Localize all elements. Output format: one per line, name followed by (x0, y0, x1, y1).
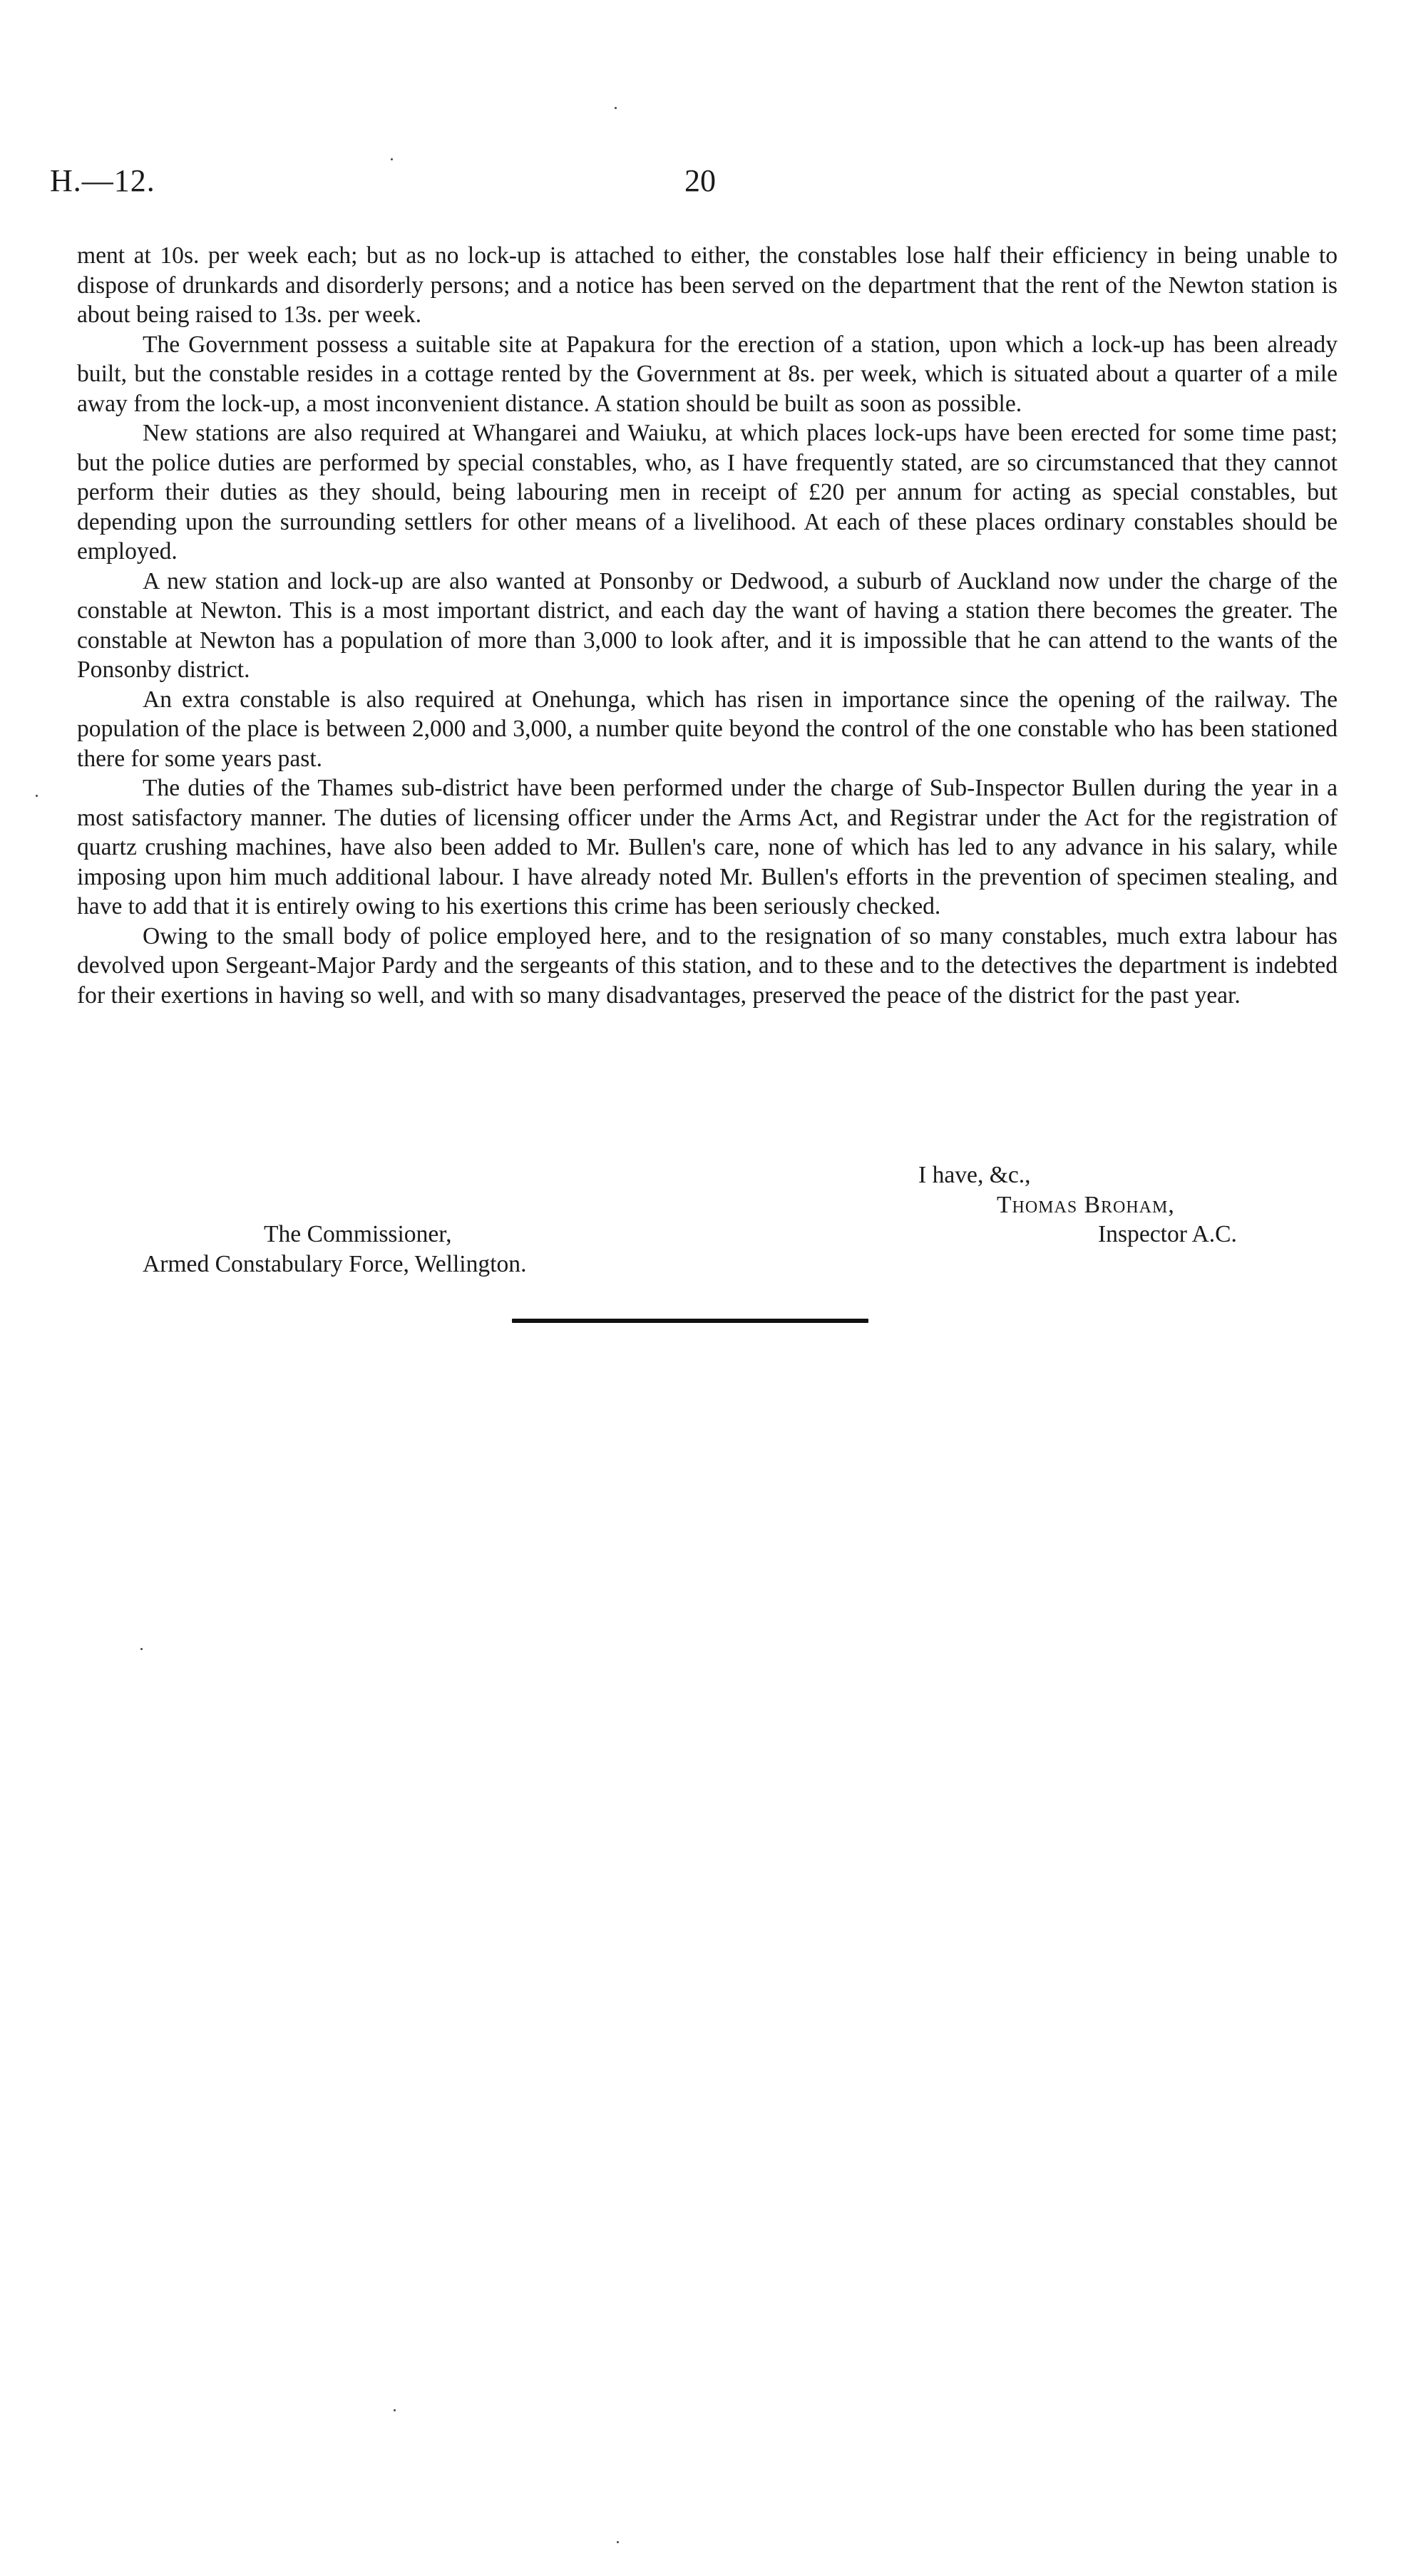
end-rule (512, 1319, 868, 1323)
document-reference: H.—12. (50, 163, 155, 198)
paragraph-ponsonby: A new station and lock-up are also wanted at Ponsonby or Dedwood, a suburb of Auckland now under the charge of the constable at Newton. This is a most important district, and each day the want of having a station there becomes the greater. The constable at Newton has a population of more than 3,000 to look after, and it is impossible that he can attend to the wants of the Ponsonby district. (77, 567, 1338, 683)
signatory-name: Thomas Broham, (997, 1191, 1175, 1218)
page-number: 20 (684, 163, 716, 198)
paragraph-papakura: The Government possess a suitable site at Papakura for the erection of a station, upon which a lock-up has been already built, but the constable resides in a cottage rented by the Government at 8s. per week, which is situated about a quarter of a mile away from the lock-up, a most inconvenient distance. A station should be built as soon as possible. (77, 331, 1338, 417)
paragraph-thames: The duties of the Thames sub-district have been performed under the charge of Sub-Inspector Bullen during the year in a most satisfactory manner. The duties of licensing officer under the Arms Act, and Registrar under the Act for the registration of quartz crushing machines, have also been added to Mr. Bullen's care, none of which has led to any advance in his salary, while imposing upon him much additional labour. I have already noted Mr. Bullen's efforts in the prevention of specimen stealing, and have to add that it is entirely owing to his exertions this crime has been seriously checked. (77, 775, 1338, 919)
paragraph-staffing: Owing to the small body of police employed here, and to the resignation of so many constables, much extra labour has devolved upon Sergeant-Major Pardy and the sergeants of this station, and to these and to the detectives the department is indebted for their exertions in having so well, and with so many disadvantages, preserved the peace of the district for the past year. (77, 922, 1338, 1009)
scan-speck (617, 2541, 619, 2543)
scan-speck (36, 795, 38, 797)
signatory-rank: Inspector A.C. (1098, 1221, 1237, 1247)
scan-speck (615, 107, 617, 109)
paragraph-continuation: ment at 10s. per week each; but as no lock-up is attached to either, the constables lose half their efficiency in being unable to dispose of drunkards and disorderly persons; and a notice has been served on the department that the rent of the Newton station is about being raised to 13s. per week. (77, 242, 1338, 328)
report-body (77, 241, 1338, 1010)
paragraph-whangarei-waiuku: New stations are also required at Whangarei and Waiuku, at which places lock-ups have been erected for some time past; but the police duties are performed by special constables, who, as I have frequently stated, are so circumstanced that they cannot perform their duties as they should, being labouring men in receipt of £20 per annum for acting as special constables, but depending upon the surrounding settlers for other means of a livelihood. At each of these places ordinary constables should be employed. (77, 420, 1338, 565)
addressee-title: The Commissioner, (264, 1221, 452, 1247)
scan-speck (140, 1648, 143, 1650)
paragraph-onehunga: An extra constable is also required at Onehunga, which has risen in importance since the opening of the railway. The population of the place is between 2,000 and 3,000, a number quite beyond the control of the one constable who has been stationed there for some years past. (77, 686, 1338, 772)
scan-speck (391, 158, 393, 160)
addressee-organisation: Armed Constabulary Force, Wellington. (143, 1250, 527, 1277)
scan-speck (394, 2409, 396, 2411)
closing-line: I have, &c., (918, 1162, 1031, 1188)
